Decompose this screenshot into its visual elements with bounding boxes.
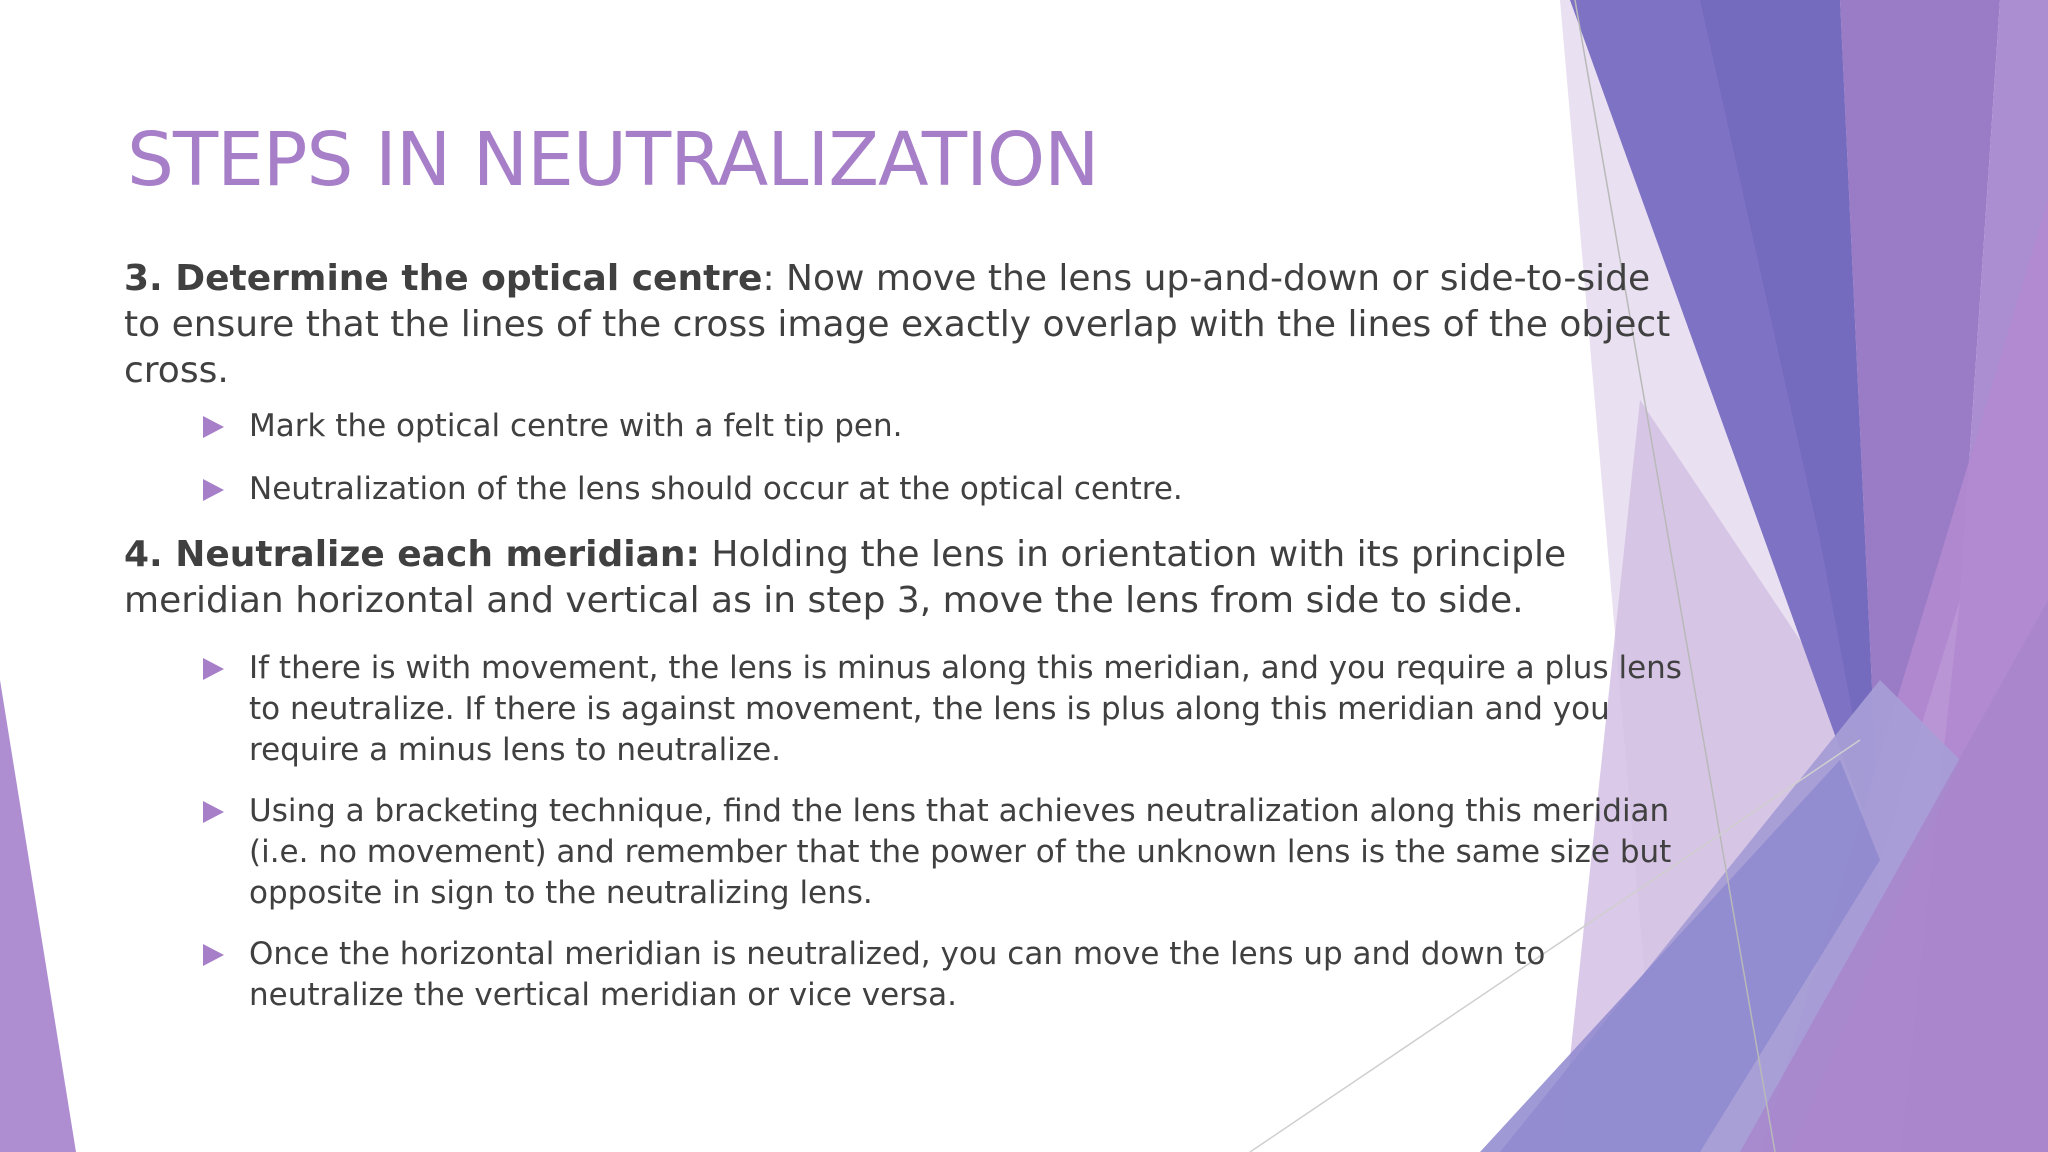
slide-title: STEPS IN NEUTRALIZATION <box>127 117 1099 203</box>
triangle-right-icon <box>203 479 224 501</box>
step4-heading: 4. Neutralize each meridian: <box>124 534 700 575</box>
triangle-right-icon <box>203 416 224 438</box>
list-item <box>124 934 1684 1016</box>
deco-left-sliver <box>0 680 76 1152</box>
step4-bullet-list <box>124 648 1684 1016</box>
bullet-text: Using a bracketing technique, find the lens that achieves neutralization along this meridian (i.e. no movement) and remember that the power of the unknown lens is the same size but opposite in sign to the neutralizing lens. <box>249 793 1672 911</box>
triangle-right-icon <box>203 944 224 966</box>
step4-paragraph <box>124 532 1684 624</box>
bullet-text: Once the horizontal meridian is neutralized, you can move the lens up and down to neutralize the vertical meridian or vice versa. <box>249 936 1546 1013</box>
step3-bullet-list <box>124 406 1684 510</box>
list-item <box>124 469 1684 510</box>
step3-text: : Now move the lens up-and-down or side-to-side to ensure that the lines of the cross image exactly overlap with the lines of the object cross. <box>124 258 1671 391</box>
bullet-text: Mark the optical centre with a felt tip pen. <box>249 408 903 444</box>
step3-heading: 3. Determine the optical centre <box>124 258 763 299</box>
step3-paragraph <box>124 256 1684 394</box>
triangle-right-icon <box>203 801 224 823</box>
bullet-text: If there is with movement, the lens is minus along this meridian, and you require a plus lens to neutralize. If there is against movement, the lens is plus along this meridian and you require a minus lens to neutralize. <box>249 650 1682 768</box>
triangle-right-icon <box>203 658 224 680</box>
list-item <box>124 406 1684 447</box>
step4-text: Holding the lens in orientation with its principle meridian horizontal and vertical as in step 3, move the lens from side to side. <box>124 534 1567 621</box>
bullet-text: Neutralization of the lens should occur at the optical centre. <box>249 471 1183 507</box>
slide-body <box>124 256 1684 1036</box>
list-item <box>124 791 1684 914</box>
list-item <box>124 648 1684 771</box>
